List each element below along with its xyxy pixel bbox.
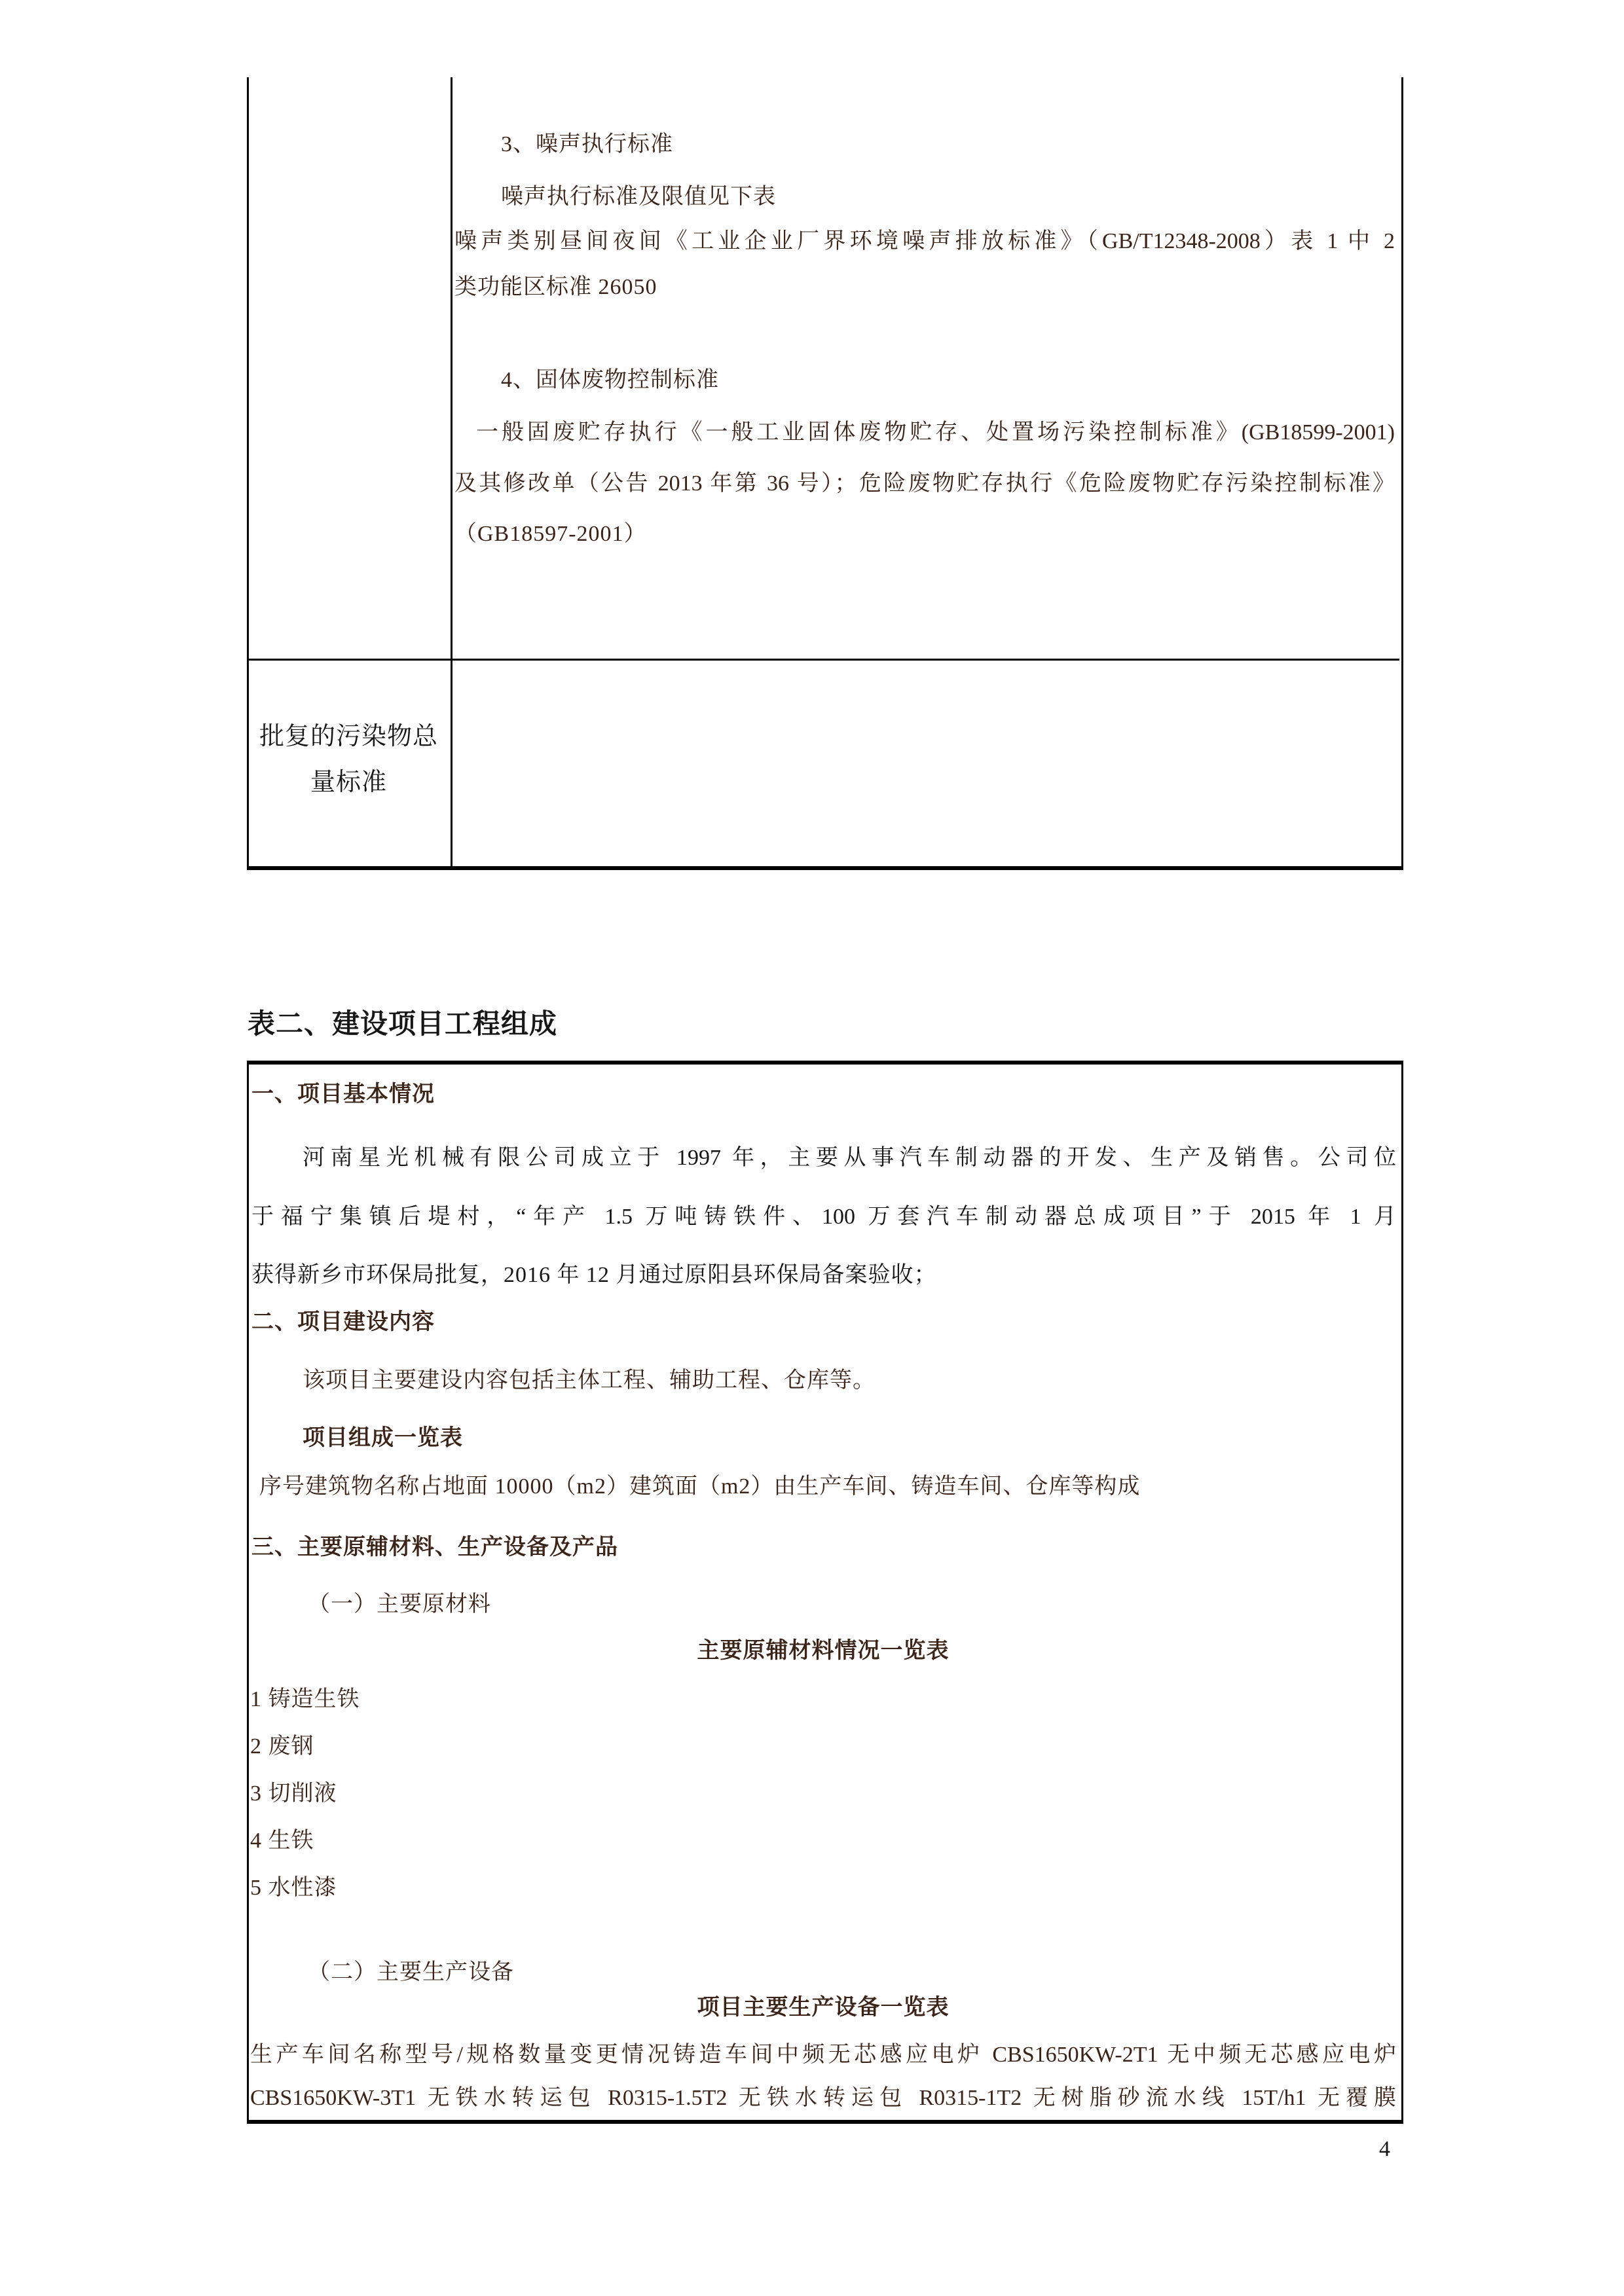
noise-standard-subheading: 噪声执行标准及限值见下表 — [501, 185, 776, 209]
standards-table-row-divider — [247, 659, 1399, 661]
equipment-row-line-1: 生产车间名称型号/规格数量变更情况铸造车间中频无芯感应电炉 CBS1650KW-2T1 无中频无芯感应电炉 — [250, 2043, 1396, 2067]
section1-paragraph-line-2: 于福宁集镇后堤村，“年产 1.5 万吨铸铁件、100 万套汽车制动器总成项目”于 2015 年 1 月 — [251, 1205, 1396, 1229]
page-section-title: 表二、建设项目工程组成 — [248, 1008, 558, 1039]
section2-title: 二、项目建设内容 — [251, 1309, 435, 1334]
equipment-table-title: 项目主要生产设备一览表 — [697, 1995, 950, 2020]
section3-sub2-title: （二）主要生产设备 — [308, 1960, 514, 1984]
equipment-row-line-2: CBS1650KW-3T1 无铁水转运包 R0315-1.5T2 无铁水转运包 R0315-1T2 无树脂砂流水线 15T/h1 无覆膜 — [250, 2086, 1396, 2110]
approved-pollutant-label-line-1: 批复的污染物总 — [259, 723, 438, 750]
project-composition-row: 序号建筑物名称占地面 10000（m2）建筑面（m2）由生产车间、铸造车间、仓库等构成 — [259, 1474, 1141, 1499]
approved-pollutant-label-line-2: 量标准 — [310, 769, 387, 796]
section3-sub1-title: （一）主要原材料 — [308, 1592, 491, 1616]
section2-paragraph: 该项目主要建设内容包括主体工程、辅助工程、仓库等。 — [303, 1368, 876, 1393]
materials-table-title: 主要原辅材料情况一览表 — [697, 1638, 950, 1663]
section1-title: 一、项目基本情况 — [251, 1082, 435, 1106]
project-composition-list-title: 项目组成一览表 — [303, 1425, 463, 1450]
section1-paragraph-line-3: 获得新乡市环保局批复，2016 年 12 月通过原阳县环保局备案验收； — [251, 1263, 937, 1287]
solid-waste-standard-heading: 4、固体废物控制标准 — [501, 368, 719, 392]
material-item-1: 1 铸造生铁 — [250, 1687, 360, 1711]
noise-standard-line-2: 类功能区标准 26050 — [454, 275, 657, 299]
section1-paragraph-line-1: 河南星光机械有限公司成立于 1997 年，主要从事汽车制动器的开发、生产及销售。公司位 — [303, 1146, 1396, 1170]
noise-standard-heading: 3、噪声执行标准 — [501, 132, 673, 156]
solid-waste-line-1: 一般固废贮存执行《一般工业固体废物贮存、处置场污染控制标准》(GB18599-2001) — [476, 420, 1395, 445]
material-item-2: 2 废钢 — [250, 1734, 314, 1758]
material-item-3: 3 切削液 — [250, 1781, 337, 1806]
solid-waste-line-3: （GB18597-2001） — [454, 522, 647, 546]
noise-standard-line-1: 噪声类别昼间夜间《工业企业厂界环境噪声排放标准》（GB/T12348-2008）表 1 中 2 — [454, 229, 1395, 253]
section3-title: 三、主要原辅材料、生产设备及产品 — [251, 1535, 618, 1559]
material-item-5: 5 水性漆 — [250, 1876, 337, 1900]
solid-waste-line-2: 及其修改单（公告 2013 年第 36 号）；危险废物贮存执行《危险废物贮存污染控制标准》 — [454, 471, 1395, 496]
material-item-4: 4 生铁 — [250, 1829, 314, 1853]
standards-table-column-divider — [451, 77, 452, 866]
page-number: 4 — [1379, 2137, 1391, 2161]
